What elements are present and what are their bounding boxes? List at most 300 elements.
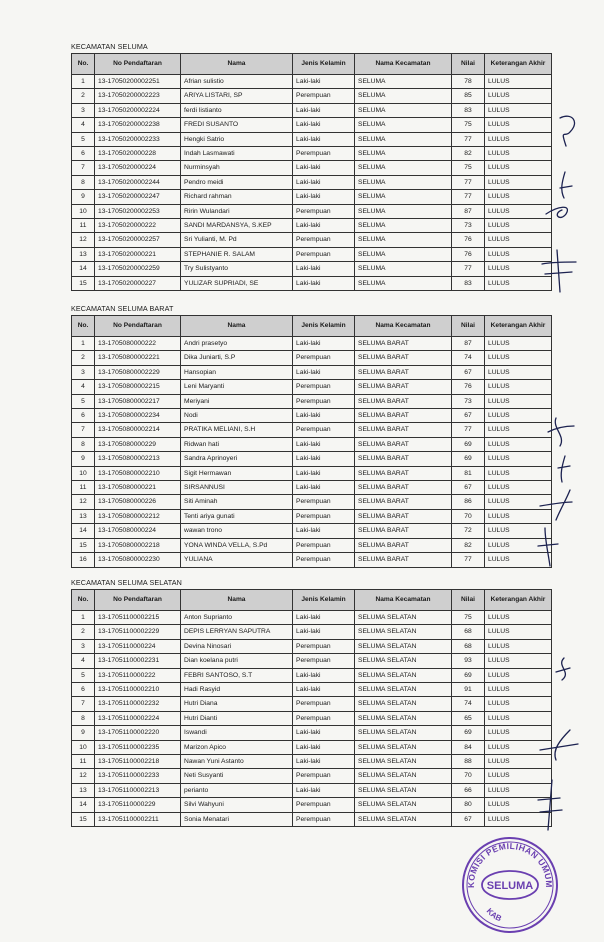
cell-no-pendaftaran: 13-17050200002247 xyxy=(95,190,181,204)
cell-nama-kecamatan: SELUMA BARAT xyxy=(355,481,452,495)
cell-no-pendaftaran: 13-17051100002229 xyxy=(95,625,181,639)
cell-nama-kecamatan: SELUMA SELATAN xyxy=(355,812,452,826)
cell-no-pendaftaran: 13-17051100002224 xyxy=(95,711,181,725)
cell-jenis-kelamin: Laki-laki xyxy=(293,481,355,495)
cell-keterangan: LULUS xyxy=(485,175,552,189)
cell-no: 1 xyxy=(72,75,95,89)
cell-nama-kecamatan: SELUMA xyxy=(355,89,452,103)
cell-nama-kecamatan: SELUMA SELATAN xyxy=(355,697,452,711)
cell-jenis-kelamin: Laki-laki xyxy=(293,524,355,538)
cell-no: 14 xyxy=(72,262,95,276)
cell-no: 6 xyxy=(72,409,95,423)
cell-jenis-kelamin: Perempuan xyxy=(293,247,355,261)
cell-keterangan: LULUS xyxy=(485,276,552,290)
cell-keterangan: LULUS xyxy=(485,262,552,276)
header-col-jenis-kelamin: Jenis Kelamin xyxy=(293,54,355,75)
cell-nama-kecamatan: SELUMA SELATAN xyxy=(355,668,452,682)
cell-jenis-kelamin: Laki-laki xyxy=(293,740,355,754)
cell-nilai: 87 xyxy=(452,337,485,351)
cell-nama: FREDI SUSANTO xyxy=(181,118,293,132)
cell-no: 9 xyxy=(72,726,95,740)
cell-no: 9 xyxy=(72,190,95,204)
cell-no: 13 xyxy=(72,509,95,523)
cell-nama-kecamatan: SELUMA xyxy=(355,219,452,233)
cell-keterangan: LULUS xyxy=(485,204,552,218)
cell-no-pendaftaran: 13-1705080000222 xyxy=(95,337,181,351)
cell-no: 2 xyxy=(72,89,95,103)
cell-no: 12 xyxy=(72,769,95,783)
header-col-keterangan: Keterangan Akhir xyxy=(485,590,552,611)
cell-nama-kecamatan: SELUMA BARAT xyxy=(355,365,452,379)
cell-keterangan: LULUS xyxy=(485,394,552,408)
cell-nilai: 83 xyxy=(452,103,485,117)
signature-mark xyxy=(540,490,572,520)
cell-no: 15 xyxy=(72,538,95,552)
cell-nilai: 84 xyxy=(452,740,485,754)
cell-no: 13 xyxy=(72,247,95,261)
cell-nama-kecamatan: SELUMA xyxy=(355,262,452,276)
cell-jenis-kelamin: Perempuan xyxy=(293,147,355,161)
cell-nama-kecamatan: SELUMA xyxy=(355,190,452,204)
signature-mark xyxy=(558,456,570,482)
cell-keterangan: LULUS xyxy=(485,495,552,509)
header-col-nama-kecamatan: Nama Kecamatan xyxy=(355,316,452,337)
cell-nama: Nurminsyah xyxy=(181,161,293,175)
cell-nama-kecamatan: SELUMA xyxy=(355,103,452,117)
cell-nama: Ridwan hati xyxy=(181,437,293,451)
cell-no: 4 xyxy=(72,654,95,668)
cell-jenis-kelamin: Laki-laki xyxy=(293,726,355,740)
cell-no: 1 xyxy=(72,611,95,625)
cell-no: 2 xyxy=(72,351,95,365)
cell-no: 6 xyxy=(72,147,95,161)
cell-keterangan: LULUS xyxy=(485,711,552,725)
cell-no-pendaftaran: 13-17050800002210 xyxy=(95,466,181,480)
cell-nama-kecamatan: SELUMA xyxy=(355,247,452,261)
cell-no-pendaftaran: 13-17050800002230 xyxy=(95,553,181,567)
cell-nilai: 82 xyxy=(452,538,485,552)
cell-nama-kecamatan: SELUMA SELATAN xyxy=(355,740,452,754)
stamp-bottom-text: KAB xyxy=(484,906,503,924)
svg-text:KAB xyxy=(485,907,504,924)
cell-nama-kecamatan: SELUMA xyxy=(355,276,452,290)
cell-nama-kecamatan: SELUMA BARAT xyxy=(355,423,452,437)
cell-jenis-kelamin: Perempuan xyxy=(293,654,355,668)
cell-keterangan: LULUS xyxy=(485,423,552,437)
cell-jenis-kelamin: Perempuan xyxy=(293,380,355,394)
stamp-top-text: KOMISI PEMILIHAN UMUM xyxy=(465,840,555,889)
header-col-nama-kecamatan: Nama Kecamatan xyxy=(355,590,452,611)
cell-keterangan: LULUS xyxy=(485,755,552,769)
cell-nama: Devina Ninosari xyxy=(181,639,293,653)
header-col-nilai: Nilai xyxy=(452,590,485,611)
cell-nilai: 75 xyxy=(452,161,485,175)
cell-nama-kecamatan: SELUMA SELATAN xyxy=(355,683,452,697)
cell-no-pendaftaran: 13-1705020000228 xyxy=(95,147,181,161)
header-col-no: No. xyxy=(72,316,95,337)
header-col-no: No. xyxy=(72,590,95,611)
cell-nilai: 70 xyxy=(452,509,485,523)
cell-nilai: 80 xyxy=(452,798,485,812)
cell-keterangan: LULUS xyxy=(485,452,552,466)
cell-nama-kecamatan: SELUMA BARAT xyxy=(355,553,452,567)
cell-no: 11 xyxy=(72,219,95,233)
cell-no: 9 xyxy=(72,452,95,466)
cell-keterangan: LULUS xyxy=(485,247,552,261)
cell-nama: STEPHANIE R. SALAM xyxy=(181,247,293,261)
cell-no-pendaftaran: 13-1705020000221 xyxy=(95,247,181,261)
cell-nilai: 77 xyxy=(452,190,485,204)
cell-jenis-kelamin: Perempuan xyxy=(293,798,355,812)
cell-nama-kecamatan: SELUMA BARAT xyxy=(355,495,452,509)
cell-no-pendaftaran: 13-17051100002220 xyxy=(95,726,181,740)
cell-nilai: 93 xyxy=(452,654,485,668)
signature-mark xyxy=(538,780,562,830)
cell-nama-kecamatan: SELUMA SELATAN xyxy=(355,711,452,725)
cell-keterangan: LULUS xyxy=(485,509,552,523)
cell-no-pendaftaran: 13-17050200002253 xyxy=(95,204,181,218)
cell-nama-kecamatan: SELUMA xyxy=(355,204,452,218)
cell-nama: Dika Juniarti, S.P xyxy=(181,351,293,365)
cell-nilai: 76 xyxy=(452,233,485,247)
header-col-no-pendaftaran: No Pendaftaran xyxy=(95,316,181,337)
cell-jenis-kelamin: Perempuan xyxy=(293,639,355,653)
cell-keterangan: LULUS xyxy=(485,437,552,451)
cell-keterangan: LULUS xyxy=(485,365,552,379)
cell-nilai: 66 xyxy=(452,783,485,797)
cell-keterangan: LULUS xyxy=(485,351,552,365)
cell-nilai: 77 xyxy=(452,423,485,437)
cell-jenis-kelamin: Perempuan xyxy=(293,351,355,365)
cell-keterangan: LULUS xyxy=(485,683,552,697)
header-col-keterangan: Keterangan Akhir xyxy=(485,54,552,75)
cell-nama-kecamatan: SELUMA SELATAN xyxy=(355,625,452,639)
cell-no: 10 xyxy=(72,204,95,218)
cell-no: 5 xyxy=(72,132,95,146)
cell-nilai: 75 xyxy=(452,611,485,625)
cell-nilai: 67 xyxy=(452,481,485,495)
signature-mark xyxy=(538,528,558,566)
cell-nilai: 75 xyxy=(452,118,485,132)
cell-no: 3 xyxy=(72,639,95,653)
cell-jenis-kelamin: Laki-laki xyxy=(293,466,355,480)
cell-jenis-kelamin: Laki-laki xyxy=(293,365,355,379)
cell-no: 14 xyxy=(72,524,95,538)
cell-nama-kecamatan: SELUMA BARAT xyxy=(355,380,452,394)
signature-mark xyxy=(542,250,576,292)
cell-nilai: 86 xyxy=(452,495,485,509)
cell-jenis-kelamin: Perempuan xyxy=(293,509,355,523)
cell-nama-kecamatan: SELUMA BARAT xyxy=(355,337,452,351)
cell-no-pendaftaran: 13-17050200002233 xyxy=(95,132,181,146)
cell-jenis-kelamin: Laki-laki xyxy=(293,75,355,89)
cell-jenis-kelamin: Perempuan xyxy=(293,233,355,247)
cell-keterangan: LULUS xyxy=(485,481,552,495)
cell-jenis-kelamin: Perempuan xyxy=(293,89,355,103)
cell-no-pendaftaran: 13-17050800002218 xyxy=(95,538,181,552)
cell-keterangan: LULUS xyxy=(485,798,552,812)
cell-nilai: 69 xyxy=(452,452,485,466)
cell-nilai: 69 xyxy=(452,437,485,451)
cell-nama-kecamatan: SELUMA SELATAN xyxy=(355,726,452,740)
cell-keterangan: LULUS xyxy=(485,409,552,423)
cell-jenis-kelamin: Perempuan xyxy=(293,394,355,408)
cell-nilai: 85 xyxy=(452,89,485,103)
cell-nama-kecamatan: SELUMA SELATAN xyxy=(355,769,452,783)
cell-no-pendaftaran: 13-17050800002213 xyxy=(95,452,181,466)
cell-nama-kecamatan: SELUMA SELATAN xyxy=(355,783,452,797)
cell-keterangan: LULUS xyxy=(485,118,552,132)
cell-keterangan: LULUS xyxy=(485,538,552,552)
cell-nilai: 65 xyxy=(452,711,485,725)
cell-jenis-kelamin: Laki-laki xyxy=(293,219,355,233)
signature-mark xyxy=(546,207,567,217)
cell-nama: Richard rahman xyxy=(181,190,293,204)
cell-no-pendaftaran: 13-17050800002229 xyxy=(95,365,181,379)
cell-nama: ferdi listianto xyxy=(181,103,293,117)
cell-no: 12 xyxy=(72,233,95,247)
cell-no-pendaftaran: 13-17051100002211 xyxy=(95,812,181,826)
cell-jenis-kelamin: Laki-laki xyxy=(293,437,355,451)
cell-nilai: 73 xyxy=(452,219,485,233)
cell-jenis-kelamin: Perempuan xyxy=(293,711,355,725)
cell-keterangan: LULUS xyxy=(485,611,552,625)
cell-nama: PRATIKA MELIANI, S.H xyxy=(181,423,293,437)
cell-keterangan: LULUS xyxy=(485,89,552,103)
cell-no-pendaftaran: 13-17050800002234 xyxy=(95,409,181,423)
cell-keterangan: LULUS xyxy=(485,769,552,783)
cell-nama: wawan trono xyxy=(181,524,293,538)
cell-nilai: 74 xyxy=(452,697,485,711)
cell-no: 15 xyxy=(72,276,95,290)
cell-nama-kecamatan: SELUMA BARAT xyxy=(355,466,452,480)
cell-no: 7 xyxy=(72,161,95,175)
cell-no: 11 xyxy=(72,481,95,495)
cell-jenis-kelamin: Laki-laki xyxy=(293,452,355,466)
cell-nama: Dian koelana putri xyxy=(181,654,293,668)
cell-nama-kecamatan: SELUMA xyxy=(355,233,452,247)
cell-nilai: 69 xyxy=(452,668,485,682)
header-col-no: No. xyxy=(72,54,95,75)
stamp-center-text: SELUMA xyxy=(486,880,534,892)
cell-no-pendaftaran: 13-17051100002218 xyxy=(95,755,181,769)
cell-nama: Nawan Yuni Astanto xyxy=(181,755,293,769)
cell-jenis-kelamin: Laki-laki xyxy=(293,190,355,204)
cell-no-pendaftaran: 13-17050200002223 xyxy=(95,89,181,103)
cell-nama-kecamatan: SELUMA BARAT xyxy=(355,452,452,466)
cell-nilai: 74 xyxy=(452,351,485,365)
cell-no-pendaftaran: 13-1705110000222 xyxy=(95,668,181,682)
cell-nilai: 70 xyxy=(452,769,485,783)
header-col-no-pendaftaran: No Pendaftaran xyxy=(95,590,181,611)
cell-nilai: 76 xyxy=(452,380,485,394)
header-col-nama: Nama xyxy=(181,590,293,611)
cell-keterangan: LULUS xyxy=(485,219,552,233)
cell-keterangan: LULUS xyxy=(485,783,552,797)
cell-nilai: 77 xyxy=(452,175,485,189)
cell-jenis-kelamin: Perempuan xyxy=(293,769,355,783)
cell-no: 2 xyxy=(72,625,95,639)
cell-nama: Sri Yulianti, M. Pd xyxy=(181,233,293,247)
cell-nilai: 88 xyxy=(452,755,485,769)
cell-nama: perianto xyxy=(181,783,293,797)
header-col-nama: Nama xyxy=(181,54,293,75)
cell-no-pendaftaran: 13-17050800002215 xyxy=(95,380,181,394)
cell-no-pendaftaran: 13-17050800002212 xyxy=(95,509,181,523)
cell-no-pendaftaran: 13-17051100002235 xyxy=(95,740,181,754)
cell-no: 4 xyxy=(72,118,95,132)
section-title: KECAMATAN SELUMA xyxy=(71,42,148,51)
cell-no: 4 xyxy=(72,380,95,394)
cell-keterangan: LULUS xyxy=(485,625,552,639)
cell-no: 7 xyxy=(72,697,95,711)
cell-nama-kecamatan: SELUMA SELATAN xyxy=(355,798,452,812)
cell-nama: Afrian sulistio xyxy=(181,75,293,89)
cell-nama-kecamatan: SELUMA BARAT xyxy=(355,351,452,365)
cell-keterangan: LULUS xyxy=(485,147,552,161)
cell-keterangan: LULUS xyxy=(485,654,552,668)
cell-keterangan: LULUS xyxy=(485,380,552,394)
cell-nama: Hansopian xyxy=(181,365,293,379)
cell-jenis-kelamin: Laki-laki xyxy=(293,118,355,132)
cell-no: 14 xyxy=(72,798,95,812)
cell-keterangan: LULUS xyxy=(485,103,552,117)
cell-no: 11 xyxy=(72,755,95,769)
cell-no-pendaftaran: 13-17051100002215 xyxy=(95,611,181,625)
cell-nama: Sigit Hermawan xyxy=(181,466,293,480)
cell-nama: Siti Aminah xyxy=(181,495,293,509)
cell-nama: YULIANA xyxy=(181,553,293,567)
cell-nama-kecamatan: SELUMA SELATAN xyxy=(355,611,452,625)
cell-no-pendaftaran: 13-1705080000221 xyxy=(95,481,181,495)
cell-nama-kecamatan: SELUMA BARAT xyxy=(355,394,452,408)
cell-no: 6 xyxy=(72,683,95,697)
cell-no: 10 xyxy=(72,740,95,754)
cell-no-pendaftaran: 13-17050200002244 xyxy=(95,175,181,189)
cell-nama-kecamatan: SELUMA SELATAN xyxy=(355,639,452,653)
cell-nama: Silvi Wahyuni xyxy=(181,798,293,812)
cell-jenis-kelamin: Laki-laki xyxy=(293,103,355,117)
cell-no: 5 xyxy=(72,668,95,682)
cell-nama: Meriyani xyxy=(181,394,293,408)
cell-keterangan: LULUS xyxy=(485,233,552,247)
cell-nilai: 73 xyxy=(452,394,485,408)
cell-nilai: 77 xyxy=(452,553,485,567)
cell-jenis-kelamin: Laki-laki xyxy=(293,337,355,351)
cell-nama: Try Sulistyanto xyxy=(181,262,293,276)
cell-keterangan: LULUS xyxy=(485,190,552,204)
section-title: KECAMATAN SELUMA BARAT xyxy=(71,304,174,313)
cell-nilai: 67 xyxy=(452,812,485,826)
cell-nama: Hutri Diana xyxy=(181,697,293,711)
cell-nama: FEBRI SANTOSO, S.T xyxy=(181,668,293,682)
cell-keterangan: LULUS xyxy=(485,466,552,480)
cell-no: 8 xyxy=(72,175,95,189)
cell-keterangan: LULUS xyxy=(485,161,552,175)
cell-jenis-kelamin: Laki-laki xyxy=(293,783,355,797)
cell-nama: Neti Susyanti xyxy=(181,769,293,783)
cell-keterangan: LULUS xyxy=(485,668,552,682)
cell-nilai: 81 xyxy=(452,466,485,480)
header-col-nama-kecamatan: Nama Kecamatan xyxy=(355,54,452,75)
cell-keterangan: LULUS xyxy=(485,639,552,653)
cell-nama: Sonia Menatari xyxy=(181,812,293,826)
cell-nilai: 91 xyxy=(452,683,485,697)
cell-nama: Ririn Wulandari xyxy=(181,204,293,218)
cell-no: 1 xyxy=(72,337,95,351)
cell-keterangan: LULUS xyxy=(485,337,552,351)
cell-jenis-kelamin: Laki-laki xyxy=(293,668,355,682)
cell-no-pendaftaran: 13-17050200002257 xyxy=(95,233,181,247)
header-col-keterangan: Keterangan Akhir xyxy=(485,316,552,337)
cell-nama: ARIYA LISTARI, SP xyxy=(181,89,293,103)
cell-nilai: 72 xyxy=(452,524,485,538)
cell-no: 5 xyxy=(72,394,95,408)
cell-jenis-kelamin: Perempuan xyxy=(293,697,355,711)
cell-nilai: 87 xyxy=(452,204,485,218)
cell-nama: YULIZAR SUPRIADI, SE xyxy=(181,276,293,290)
header-col-nilai: Nilai xyxy=(452,54,485,75)
cell-jenis-kelamin: Laki-laki xyxy=(293,611,355,625)
cell-no-pendaftaran: 13-1705080000226 xyxy=(95,495,181,509)
signature-mark xyxy=(560,116,575,146)
cell-nama-kecamatan: SELUMA BARAT xyxy=(355,509,452,523)
cell-keterangan: LULUS xyxy=(485,553,552,567)
cell-nama: Nodi xyxy=(181,409,293,423)
cell-nama-kecamatan: SELUMA xyxy=(355,147,452,161)
cell-nama-kecamatan: SELUMA BARAT xyxy=(355,437,452,451)
cell-no-pendaftaran: 13-1705020000222 xyxy=(95,219,181,233)
cell-jenis-kelamin: Laki-laki xyxy=(293,132,355,146)
commission-stamp xyxy=(458,833,562,937)
cell-nama-kecamatan: SELUMA xyxy=(355,161,452,175)
cell-no-pendaftaran: 13-17051100002231 xyxy=(95,654,181,668)
header-col-no-pendaftaran: No Pendaftaran xyxy=(95,54,181,75)
cell-nama: Pendro meidi xyxy=(181,175,293,189)
signature-mark xyxy=(548,418,574,446)
cell-nama: Leni Maryanti xyxy=(181,380,293,394)
header-col-jenis-kelamin: Jenis Kelamin xyxy=(293,316,355,337)
cell-nama: Hutri Dianti xyxy=(181,711,293,725)
cell-nilai: 67 xyxy=(452,365,485,379)
cell-no: 3 xyxy=(72,103,95,117)
signature-mark xyxy=(540,730,578,760)
cell-no: 8 xyxy=(72,437,95,451)
cell-jenis-kelamin: Laki-laki xyxy=(293,755,355,769)
cell-nilai: 78 xyxy=(452,75,485,89)
cell-nilai: 77 xyxy=(452,262,485,276)
cell-nama: Iswandi xyxy=(181,726,293,740)
section-title: KECAMATAN SELUMA SELATAN xyxy=(71,578,182,587)
cell-no-pendaftaran: 13-17051100002232 xyxy=(95,697,181,711)
cell-nama: YONA WINDA VELLA, S.Pd xyxy=(181,538,293,552)
cell-jenis-kelamin: Perempuan xyxy=(293,423,355,437)
cell-jenis-kelamin: Perempuan xyxy=(293,538,355,552)
cell-no-pendaftaran: 13-17051100002233 xyxy=(95,769,181,783)
cell-jenis-kelamin: Laki-laki xyxy=(293,175,355,189)
signature-mark xyxy=(556,658,570,680)
cell-nama-kecamatan: SELUMA xyxy=(355,75,452,89)
cell-no: 16 xyxy=(72,553,95,567)
cell-nama: Marizon Apico xyxy=(181,740,293,754)
cell-jenis-kelamin: Perempuan xyxy=(293,553,355,567)
cell-no-pendaftaran: 13-17051100002210 xyxy=(95,683,181,697)
cell-nama-kecamatan: SELUMA BARAT xyxy=(355,409,452,423)
cell-nilai: 82 xyxy=(452,147,485,161)
cell-jenis-kelamin: Perempuan xyxy=(293,812,355,826)
cell-nama-kecamatan: SELUMA xyxy=(355,175,452,189)
cell-nama: Hadi Rasyid xyxy=(181,683,293,697)
